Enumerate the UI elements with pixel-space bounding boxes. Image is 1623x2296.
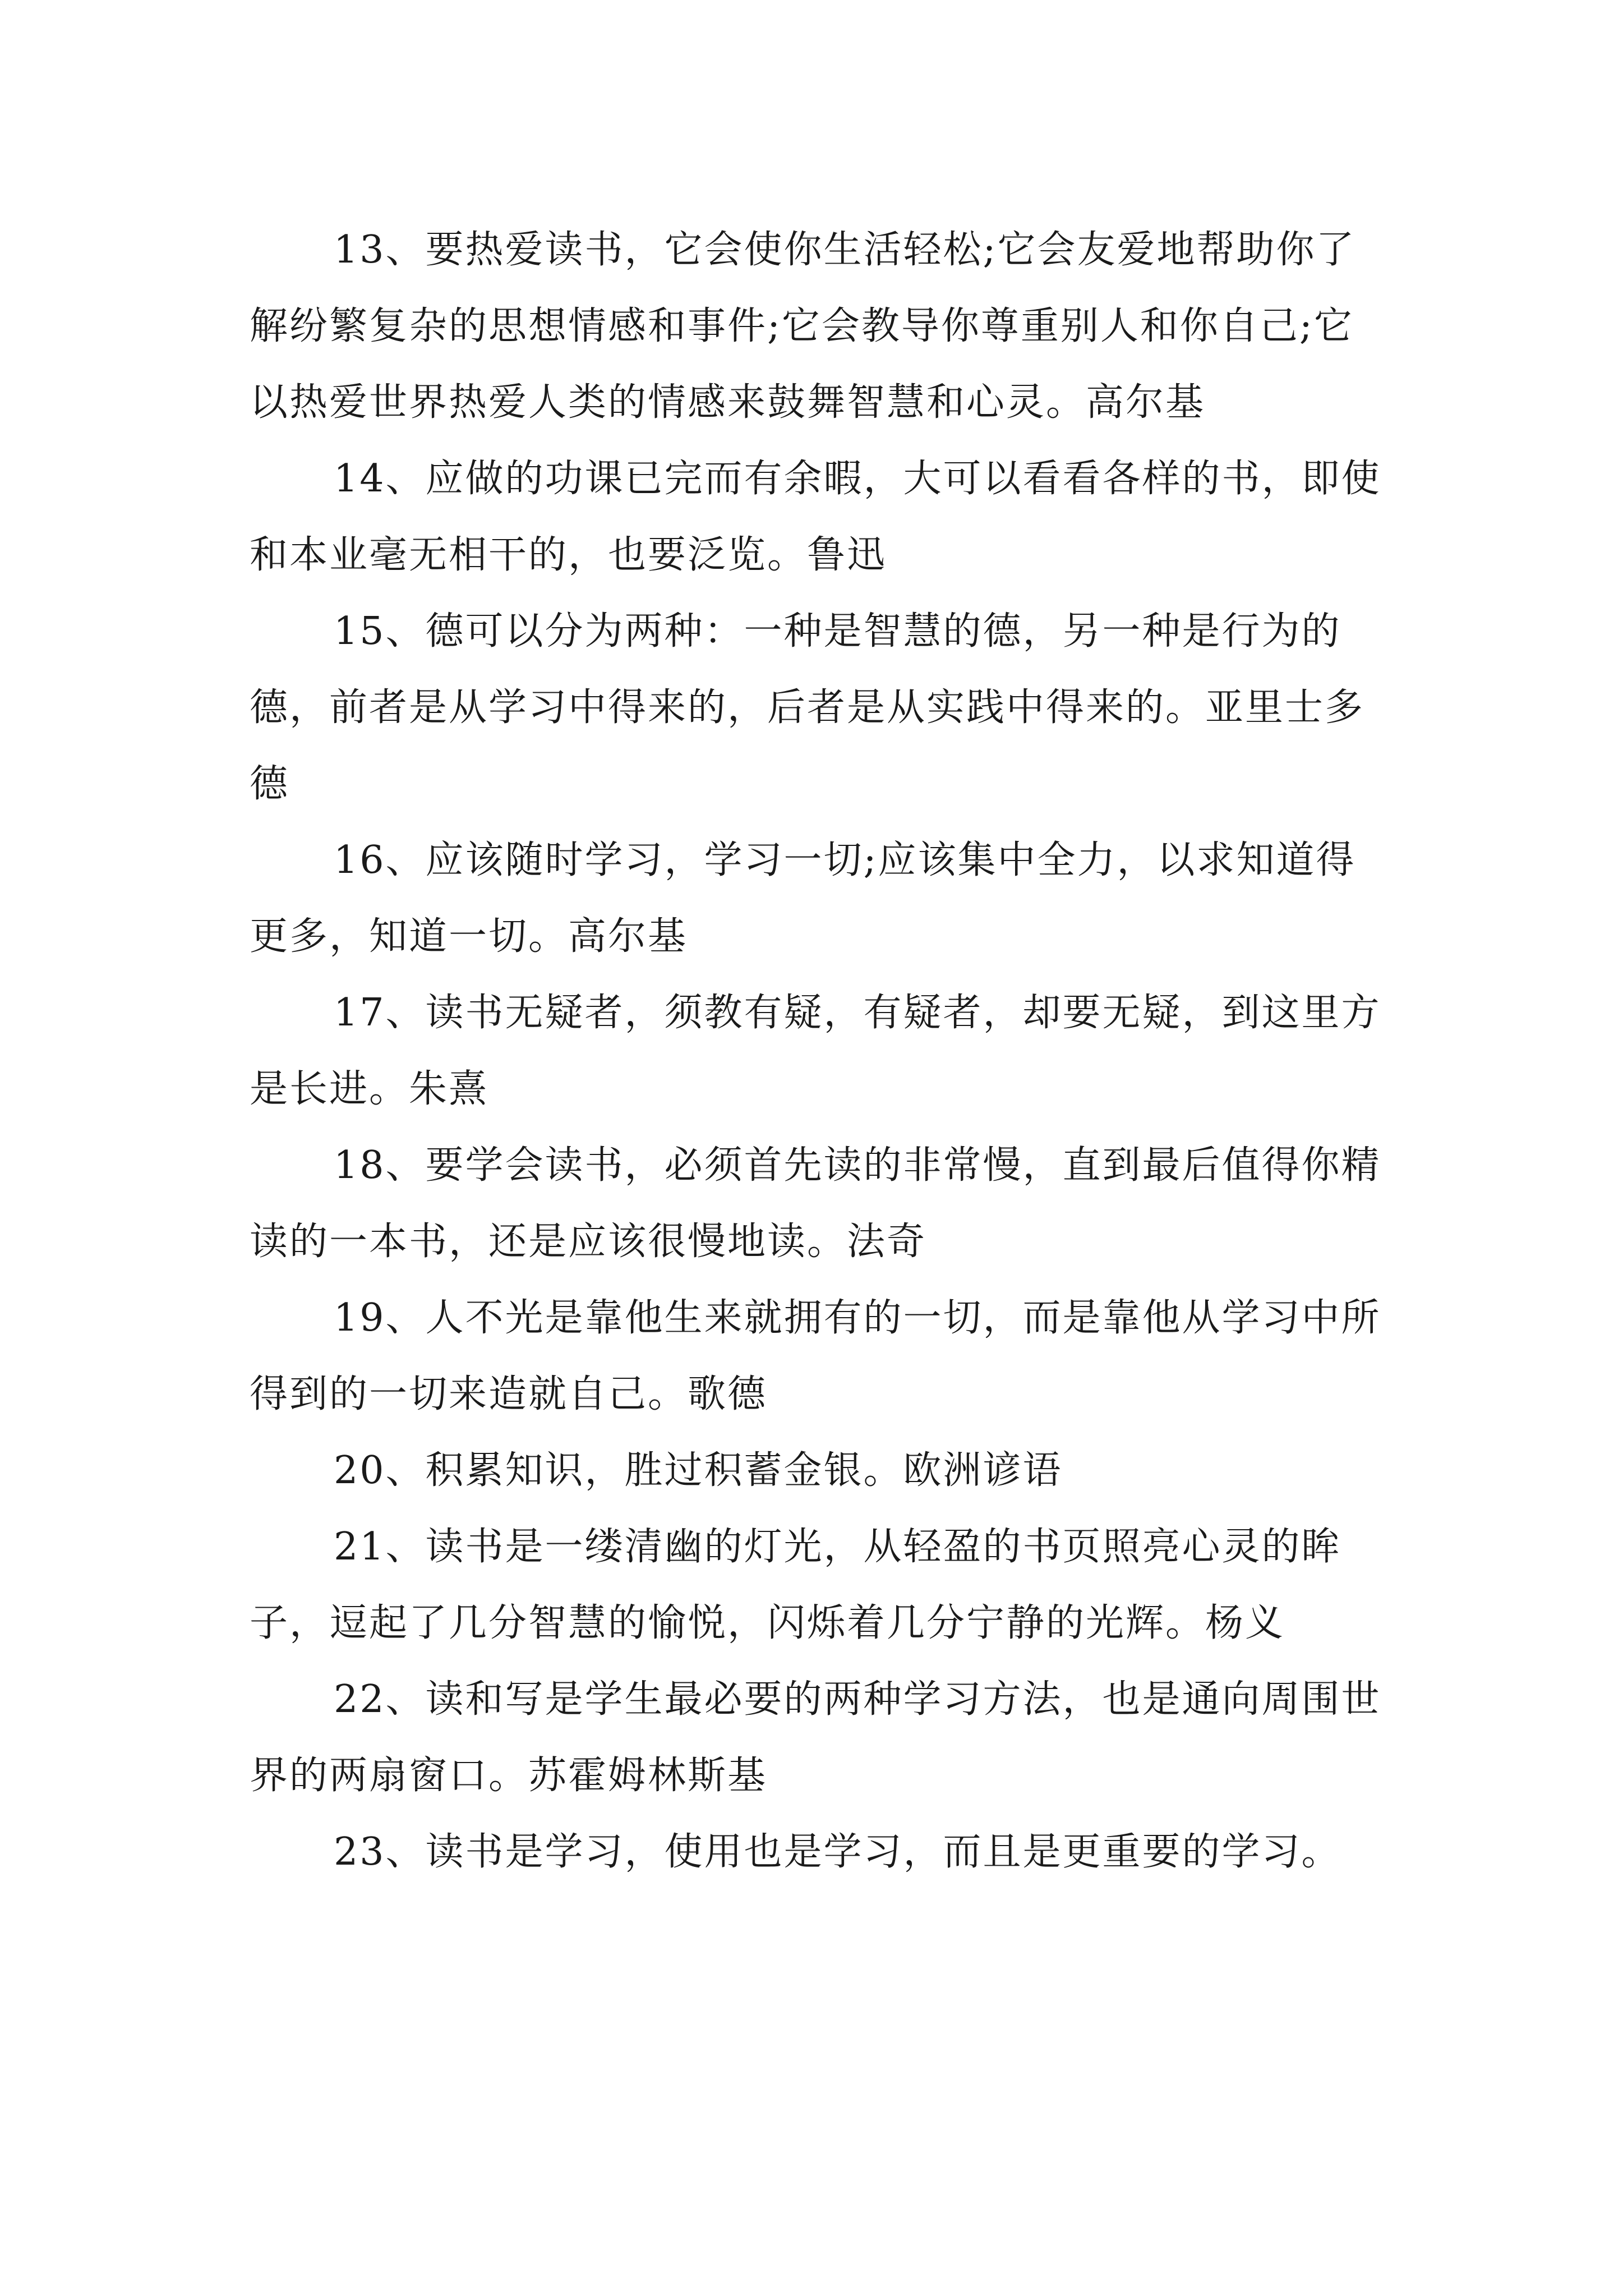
quote-paragraph-13: 13、要热爱读书，它会使你生活轻松;它会友爱地帮助你了解纷繁复杂的思想情感和事件;它会教导你尊重别人和你自己;它以热爱世界热爱人类的情感来鼓舞智慧和心灵。高尔基 xyxy=(250,228,1356,425)
quote-paragraph-19: 19、人不光是靠他生来就拥有的一切，而是靠他从学习中所得到的一切来造就自己。歌德 xyxy=(250,1296,1381,1416)
quote-paragraph-22: 22、读和写是学生最必要的两种学习方法，也是通向周围世界的两扇窗口。苏霍姆林斯基 xyxy=(250,1677,1381,1798)
quote-paragraph-17: 17、读书无疑者，须教有疑，有疑者，却要无疑，到这里方是长进。朱熹 xyxy=(250,991,1381,1111)
quote-paragraph-23: 23、读书是学习，使用也是学习，而且是更重要的学习。 xyxy=(334,1830,1341,1874)
quote-paragraph-20: 20、积累知识，胜过积蓄金银。欧洲谚语 xyxy=(334,1448,1063,1493)
quote-paragraph-14: 14、应做的功课已完而有余暇，大可以看看各样的书，即使和本业毫无相干的，也要泛览。鲁迅 xyxy=(250,457,1381,577)
quote-paragraph-18: 18、要学会读书，必须首先读的非常慢，直到最后值得你精读的一本书，还是应该很慢地读。法奇 xyxy=(250,1143,1381,1264)
quote-paragraph-15: 15、德可以分为两种：一种是智慧的德，另一种是行为的德，前者是从学习中得来的，后者是从实践中得来的。亚里士多德 xyxy=(250,609,1365,806)
quote-paragraph-21: 21、读书是一缕清幽的灯光，从轻盈的书页照亮心灵的眸子，逗起了几分智慧的愉悦，闪烁着几分宁静的光辉。杨义 xyxy=(250,1525,1341,1645)
document-body xyxy=(250,212,1388,1890)
quote-paragraph-16: 16、应该随时学习，学习一切;应该集中全力，以求知道得更多，知道一切。高尔基 xyxy=(250,838,1356,959)
